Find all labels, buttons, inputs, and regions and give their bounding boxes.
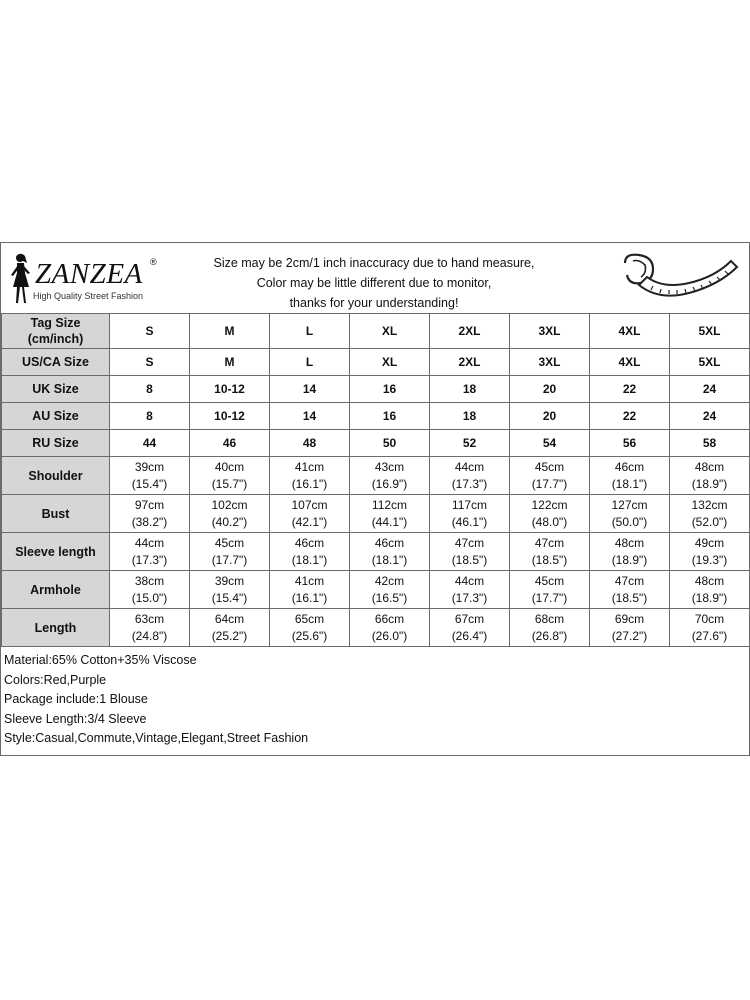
size-table	[1, 313, 750, 647]
table-cell: 50	[350, 430, 430, 457]
table-cell: 14	[270, 376, 350, 403]
table-cell: 102cm (40.2")	[190, 495, 270, 533]
table-cell: 66cm (26.0")	[350, 609, 430, 647]
table-cell: L	[270, 349, 350, 376]
row-header: Armhole	[2, 571, 110, 609]
table-row	[2, 376, 750, 403]
table-cell: 48cm (18.9")	[670, 457, 750, 495]
table-cell: 63cm (24.8")	[110, 609, 190, 647]
row-header: Shoulder	[2, 457, 110, 495]
table-cell: 122cm (48.0")	[510, 495, 590, 533]
table-cell: 10-12	[190, 376, 270, 403]
table-cell: L	[270, 314, 350, 349]
table-cell: S	[110, 314, 190, 349]
table-cell: 38cm (15.0")	[110, 571, 190, 609]
table-cell: 16	[350, 376, 430, 403]
table-row	[2, 403, 750, 430]
table-cell: M	[190, 349, 270, 376]
note-line: Size may be 2cm/1 inch inaccuracy due to hand measure,	[213, 256, 535, 270]
table-cell: 18	[430, 376, 510, 403]
table-cell: 64cm (25.2")	[190, 609, 270, 647]
table-cell: 45cm (17.7")	[190, 533, 270, 571]
table-cell: 39cm (15.4")	[110, 457, 190, 495]
table-cell: 52	[430, 430, 510, 457]
measuring-tape-icon	[619, 249, 741, 307]
size-chart	[0, 242, 750, 756]
table-cell: 65cm (25.6")	[270, 609, 350, 647]
table-cell: 132cm (52.0")	[670, 495, 750, 533]
table-cell: 5XL	[670, 349, 750, 376]
table-cell: 46	[190, 430, 270, 457]
table-cell: 47cm (18.5")	[590, 571, 670, 609]
table-cell: 41cm (16.1")	[270, 457, 350, 495]
table-row	[2, 457, 750, 495]
row-header: RU Size	[2, 430, 110, 457]
table-cell: 3XL	[510, 314, 590, 349]
chart-header	[1, 243, 749, 313]
product-info	[1, 651, 749, 749]
table-cell: 69cm (27.2")	[590, 609, 670, 647]
fashion-figure-icon	[7, 251, 35, 307]
table-cell: 107cm (42.1")	[270, 495, 350, 533]
table-row	[2, 533, 750, 571]
table-cell: 46cm (18.1")	[350, 533, 430, 571]
table-cell: 20	[510, 403, 590, 430]
table-row	[2, 430, 750, 457]
info-style: Style:Casual,Commute,Vintage,Elegant,Street Fashion	[4, 731, 309, 745]
table-cell: 48	[270, 430, 350, 457]
table-cell: 49cm (19.3")	[670, 533, 750, 571]
table-cell: 14	[270, 403, 350, 430]
note-line: Color may be little different due to monitor,	[256, 276, 492, 290]
row-header: UK Size	[2, 376, 110, 403]
brand-tagline: High Quality Street Fashion	[33, 291, 144, 301]
table-cell: 58	[670, 430, 750, 457]
table-cell: XL	[350, 314, 430, 349]
row-header: Tag Size (cm/inch)	[2, 314, 110, 349]
table-cell: 16	[350, 403, 430, 430]
table-cell: 44cm (17.3")	[110, 533, 190, 571]
table-cell: 39cm (15.4")	[190, 571, 270, 609]
info-package: Package include:1 Blouse	[4, 692, 148, 706]
table-cell: XL	[350, 349, 430, 376]
info-material: Material:65% Cotton+35% Viscose	[4, 653, 197, 667]
row-header: US/CA Size	[2, 349, 110, 376]
table-cell: 46cm (18.1")	[590, 457, 670, 495]
table-cell: 70cm (27.6")	[670, 609, 750, 647]
row-header: AU Size	[2, 403, 110, 430]
row-header: Length	[2, 609, 110, 647]
table-cell: 24	[670, 376, 750, 403]
table-cell: 10-12	[190, 403, 270, 430]
brand-name: ZANZEA	[35, 258, 143, 290]
table-cell: 47cm (18.5")	[430, 533, 510, 571]
row-header: Bust	[2, 495, 110, 533]
table-cell: 46cm (18.1")	[270, 533, 350, 571]
row-header: Sleeve length	[2, 533, 110, 571]
table-cell: 2XL	[430, 349, 510, 376]
table-cell: M	[190, 314, 270, 349]
table-cell: 41cm (16.1")	[270, 571, 350, 609]
table-row	[2, 314, 750, 349]
table-cell: 3XL	[510, 349, 590, 376]
table-row	[2, 349, 750, 376]
measurement-notes	[179, 253, 569, 313]
table-cell: 68cm (26.8")	[510, 609, 590, 647]
table-cell: 97cm (38.2")	[110, 495, 190, 533]
table-cell: 22	[590, 376, 670, 403]
table-cell: 112cm (44.1")	[350, 495, 430, 533]
table-cell: 67cm (26.4")	[430, 609, 510, 647]
info-colors: Colors:Red,Purple	[4, 672, 107, 687]
table-cell: S	[110, 349, 190, 376]
table-cell: 45cm (17.7")	[510, 457, 590, 495]
table-cell: 117cm (46.1")	[430, 495, 510, 533]
table-cell: 44cm (17.3")	[430, 571, 510, 609]
table-row	[2, 609, 750, 647]
table-cell: 4XL	[590, 349, 670, 376]
table-cell: 48cm (18.9")	[590, 533, 670, 571]
table-cell: 2XL	[430, 314, 510, 349]
table-cell: 8	[110, 403, 190, 430]
brand-logo	[5, 251, 175, 307]
table-row	[2, 495, 750, 533]
table-cell: 24	[670, 403, 750, 430]
table-cell: 127cm (50.0")	[590, 495, 670, 533]
info-sleeve-length: Sleeve Length:3/4 Sleeve	[4, 711, 147, 726]
note-line: thanks for your understanding!	[289, 296, 459, 310]
table-cell: 22	[590, 403, 670, 430]
table-cell: 4XL	[590, 314, 670, 349]
table-cell: 18	[430, 403, 510, 430]
table-cell: 8	[110, 376, 190, 403]
table-cell: 43cm (16.9")	[350, 457, 430, 495]
table-cell: 42cm (16.5")	[350, 571, 430, 609]
table-cell: 5XL	[670, 314, 750, 349]
table-cell: 20	[510, 376, 590, 403]
table-row	[2, 571, 750, 609]
table-cell: 45cm (17.7")	[510, 571, 590, 609]
table-cell: 48cm (18.9")	[670, 571, 750, 609]
table-cell: 56	[590, 430, 670, 457]
registered-mark: ®	[150, 257, 157, 267]
table-cell: 47cm (18.5")	[510, 533, 590, 571]
table-cell: 40cm (15.7")	[190, 457, 270, 495]
table-cell: 44cm (17.3")	[430, 457, 510, 495]
table-cell: 44	[110, 430, 190, 457]
table-cell: 54	[510, 430, 590, 457]
